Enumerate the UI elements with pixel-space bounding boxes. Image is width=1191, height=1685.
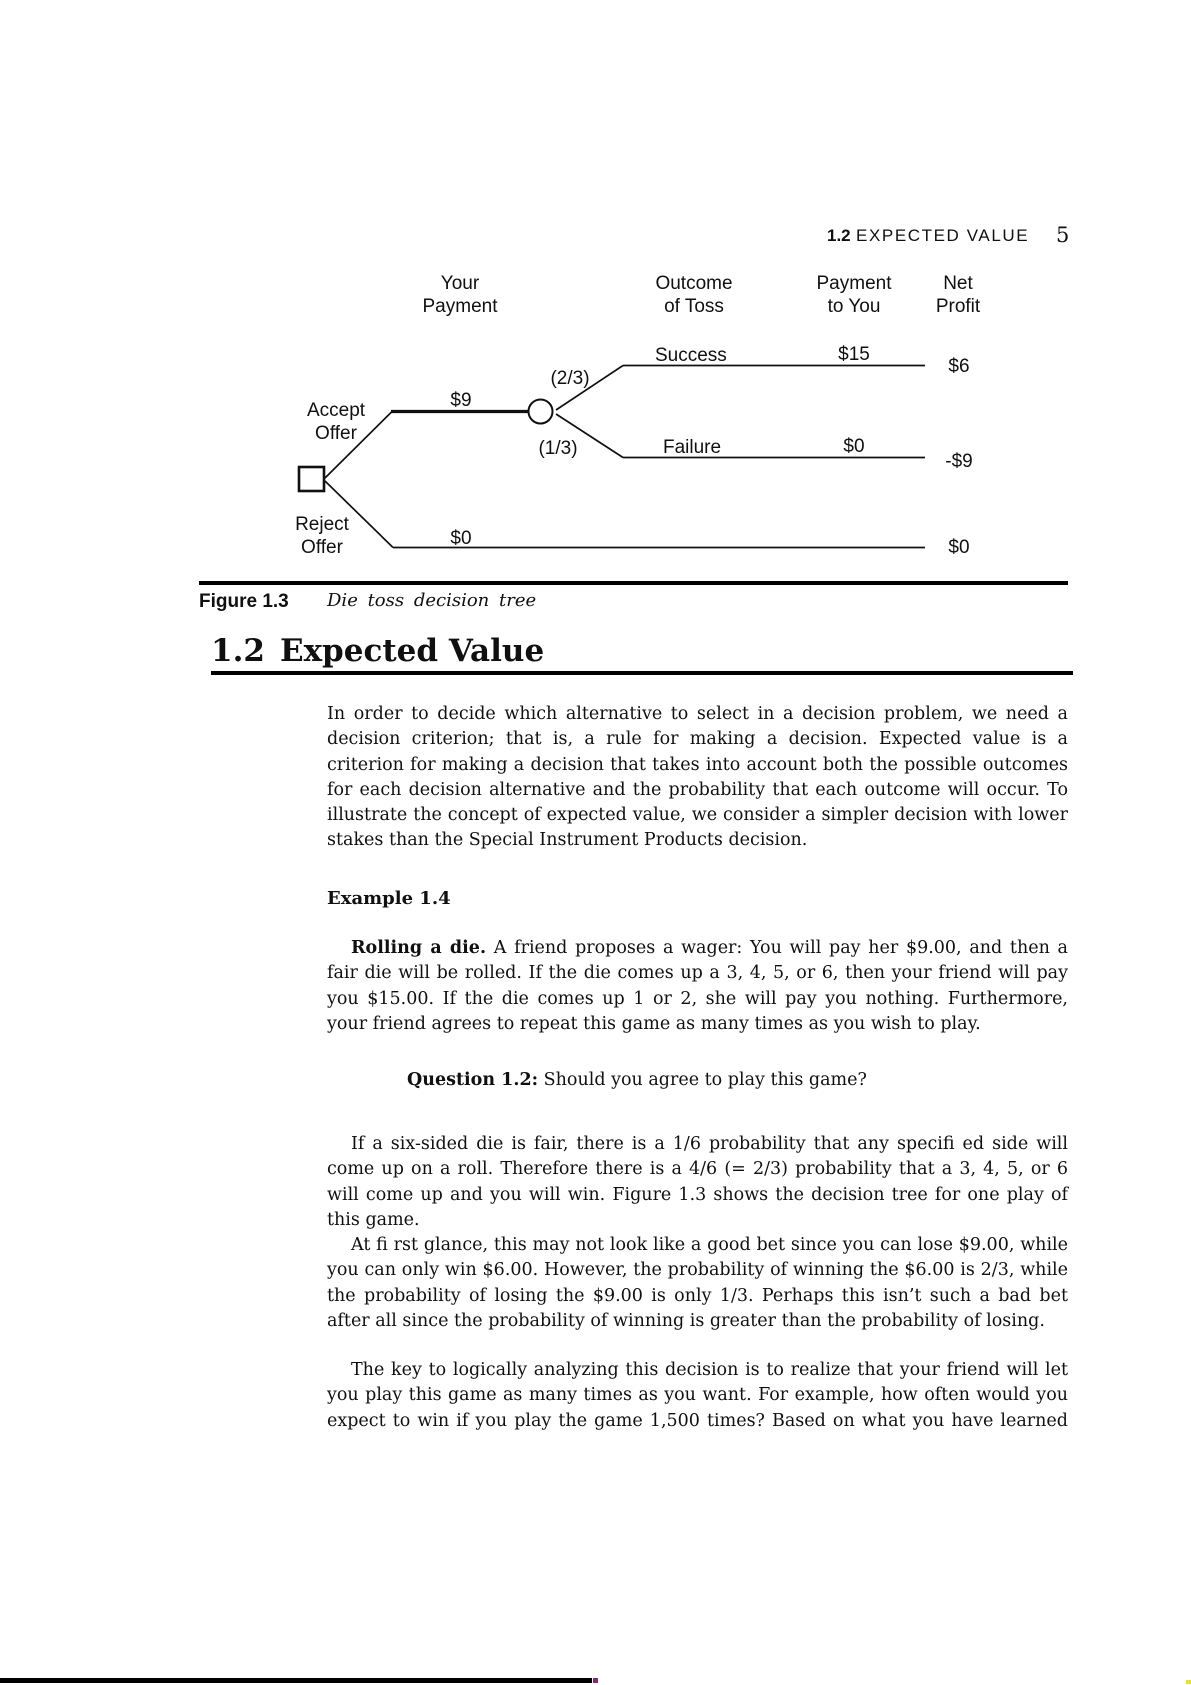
paragraph-key-analysis: The key to logically analyzing this decision is to realize that your friend will let you play this game as many times as you want. For example, how often would you expect to win if you play the game 1,500 times? Based on what you have learned — [327, 1360, 1068, 1431]
reject-payment-value: $0 — [450, 528, 472, 549]
reject-offer-label: Reject Offer — [295, 514, 349, 558]
figure-caption — [199, 590, 1079, 616]
question-text: Should you agree to play this game? — [543, 1070, 867, 1090]
net-profit-reject: $0 — [948, 537, 970, 558]
paragraph-rolling-a-die — [327, 936, 1068, 1037]
net-profit-failure: -$9 — [945, 451, 973, 472]
paragraph-lead-rest: A friend proposes a wager: You will pay her $9.00, and then a fair die will be rolled. If the die comes up a 3, 4, 5, or 6, then your friend will pay you $15.00. If the die comes up 1 or 2, she will pay you nothing. Furthermore, your friend agrees to repeat this game as many times as you wish to play. — [327, 938, 1068, 1034]
section-heading-rule — [211, 671, 1073, 675]
paragraph-first-glance: At fi rst glance, this may not look like a good bet since you can lose $9.00, while you can only win $6.00. However, the probability of winning the $6.00 is 2/3, while the probability of losing the $9.00 is only 1/3. Perhaps this isn’t such a bad bet after all since the probability of winning is greater than the probability of losing. — [327, 1235, 1068, 1331]
section-heading-number: 1.2 — [211, 633, 265, 669]
failure-probability: (1/3) — [538, 438, 578, 459]
decision-node-square — [299, 467, 324, 491]
bottom-purple-dot — [593, 1678, 598, 1683]
running-head-section-number: 1.2 — [827, 226, 851, 245]
paragraph-intro: In order to decide which alternative to select in a decision problem, we need a decision criterion; that is, a rule for making a decision. Expected value is a criterion for making a decision that takes into account both the possible outcomes for each decision alternative and the probability that each outcome will occur. To illustrate the concept of expected value, we consider a simpler decision with lower stakes than the Special Instrument Products decision. — [327, 704, 1068, 851]
success-probability: (2/3) — [550, 368, 590, 389]
paragraph-lead-bold: Rolling a die. — [351, 938, 487, 958]
column-header-your-payment: Your Payment — [422, 273, 498, 317]
example-heading: Example 1.4 — [327, 888, 451, 909]
accept-offer-label: Accept Offer — [306, 400, 366, 444]
column-header-payment-to-you: Payment to You — [816, 273, 892, 317]
paragraph-six-sided-die: If a six-sided die is fair, there is a 1/6 probability that any specifi ed side will come up on a roll. Therefore there is a 4/6 (= 2/3) probability that a 3, 4, 5, or 6 will come up and you will win. Figure 1.3 shows the decision tree for one play of this game. — [327, 1134, 1068, 1230]
section-heading-title: Expected Value — [279, 633, 545, 669]
chance-node-circle — [529, 400, 553, 424]
column-header-net-profit: Net Profit — [935, 273, 981, 317]
success-outcome-label: Success — [655, 345, 727, 366]
net-profit-success: $6 — [948, 356, 970, 377]
failure-payment-value: $0 — [843, 436, 865, 457]
accept-payment-value: $9 — [450, 390, 472, 411]
figure-top-rule — [199, 581, 1068, 585]
question-label: Question 1.2: — [407, 1070, 539, 1090]
bottom-partial-rule — [0, 1678, 592, 1683]
corner-yellow-dot — [1186, 1680, 1191, 1684]
section-heading — [211, 633, 544, 669]
running-head-section-title: EXPECTED VALUE — [856, 226, 1030, 245]
figure-caption-text: Die toss decision tree — [327, 590, 537, 611]
failure-outcome-label: Failure — [663, 437, 722, 458]
success-payment-value: $15 — [838, 344, 870, 365]
column-header-outcome-of-toss: Outcome of Toss — [655, 273, 733, 317]
question-line — [407, 1070, 867, 1090]
figure-caption-label: Figure 1.3 — [199, 591, 289, 612]
page-number: 5 — [1056, 223, 1070, 247]
